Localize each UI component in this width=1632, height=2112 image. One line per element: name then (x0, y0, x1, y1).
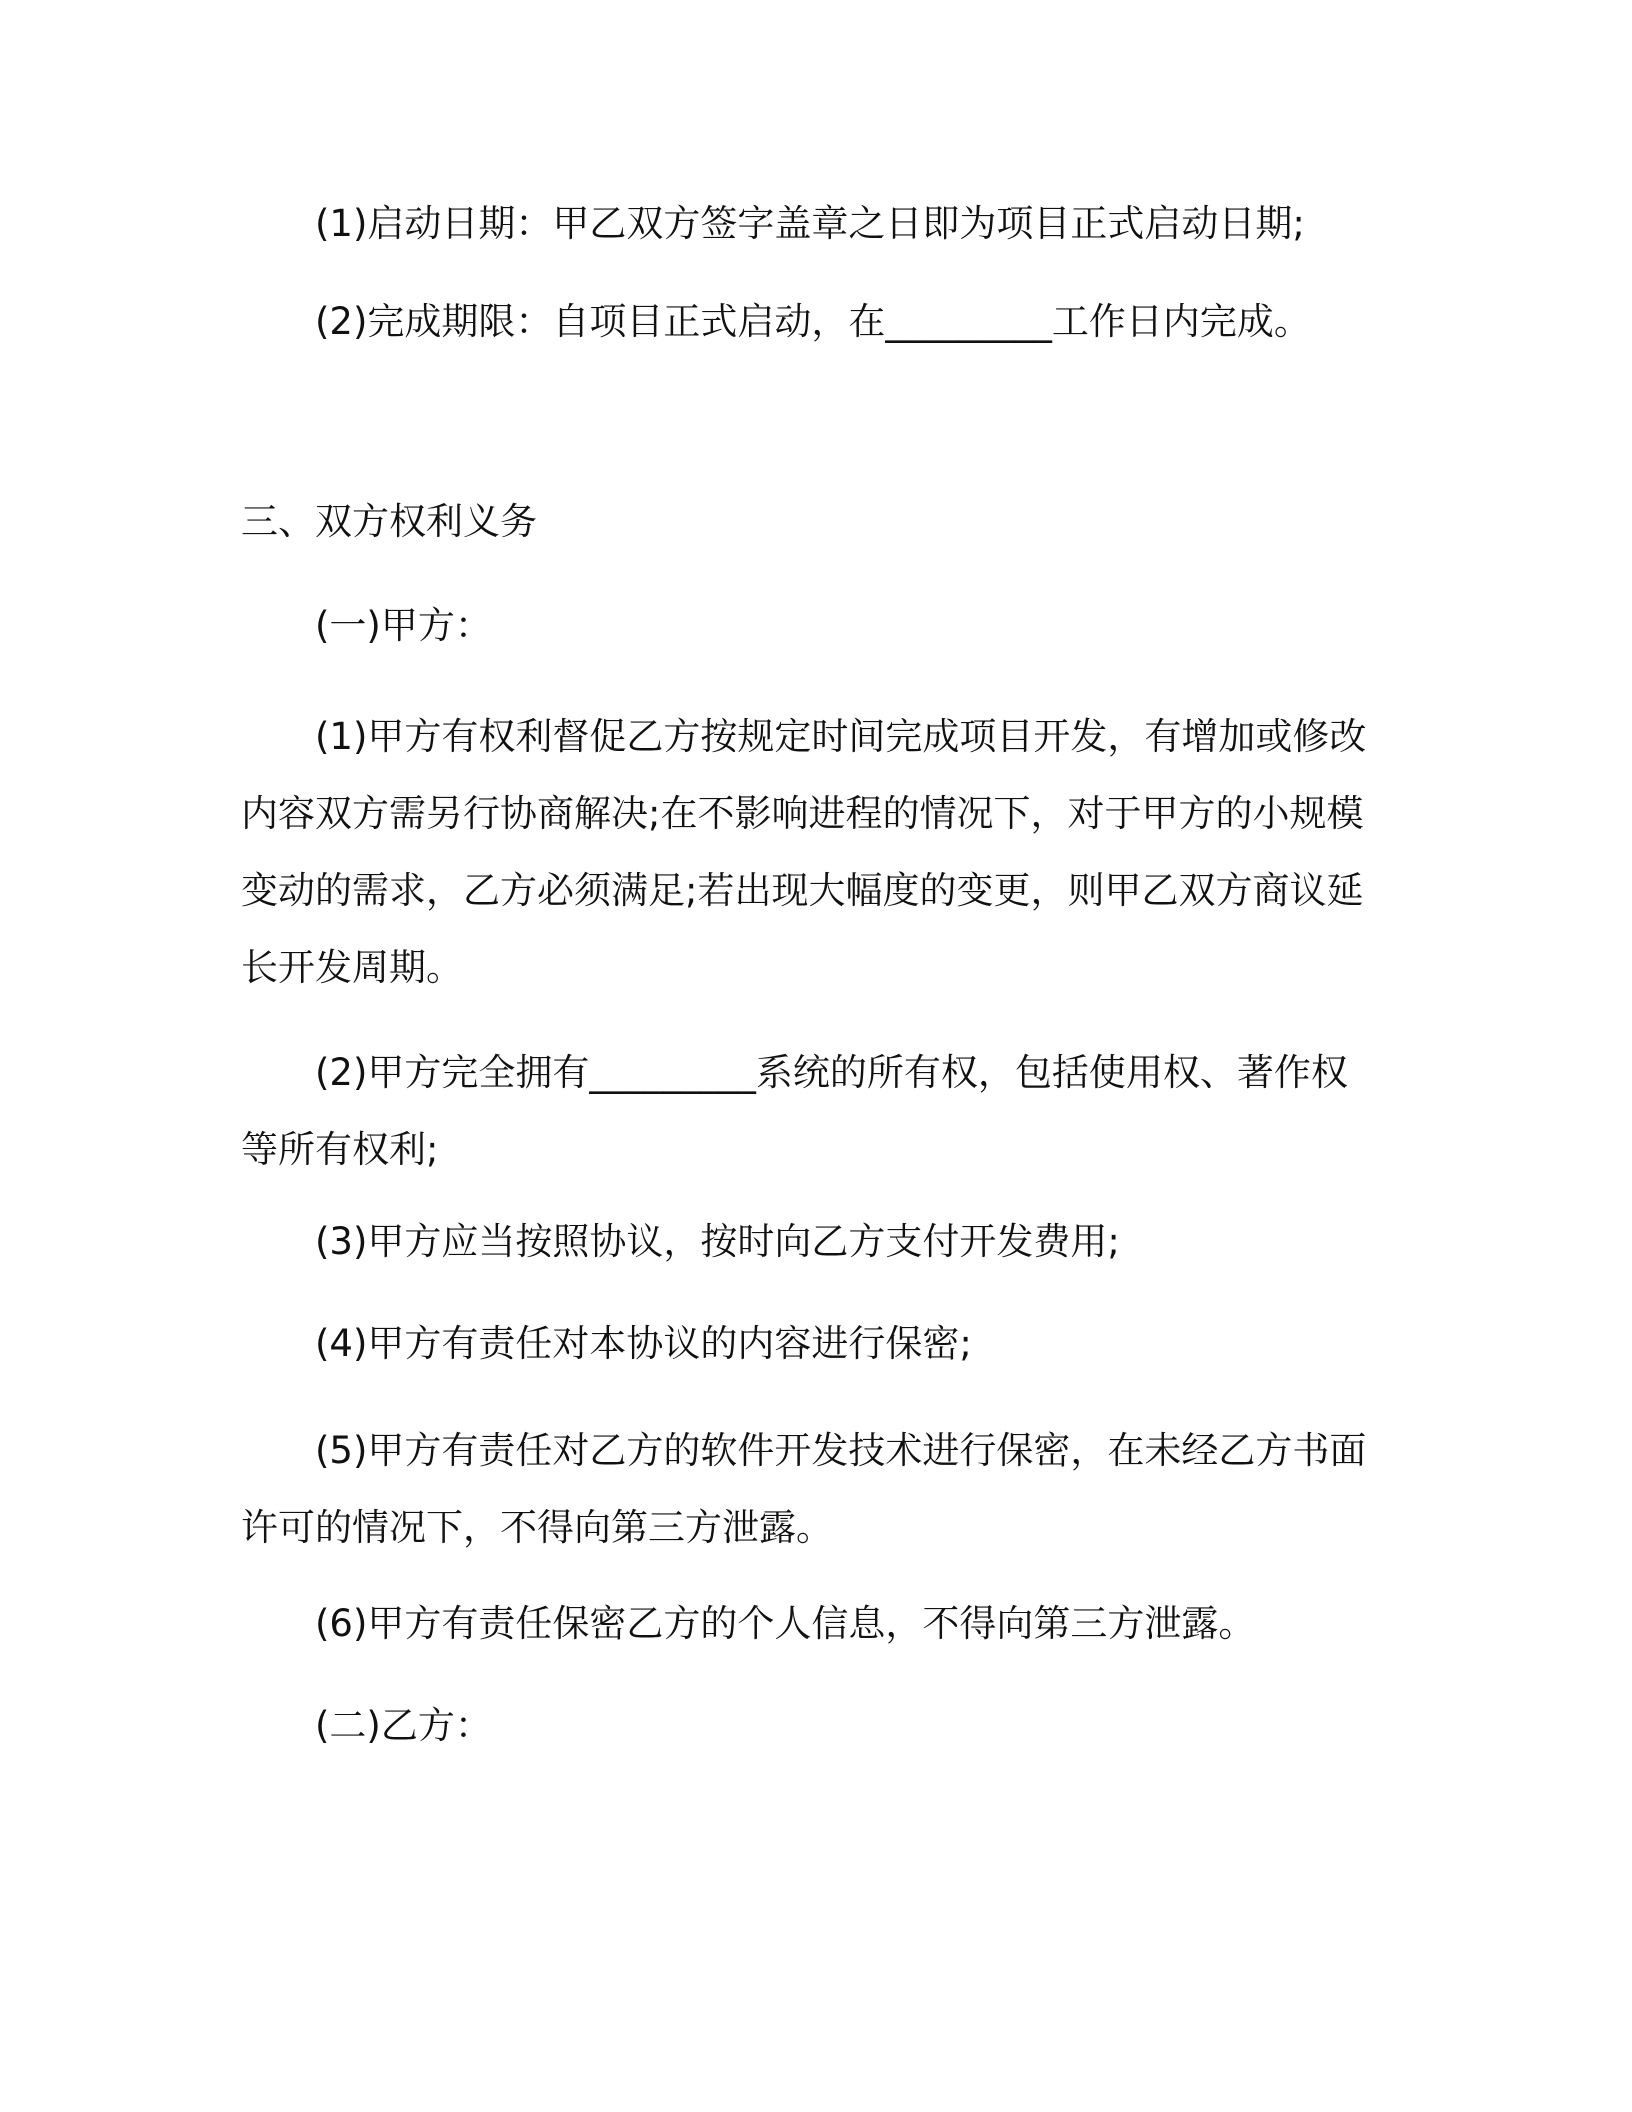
party-a-item-1-text: (1)甲方有权利督促乙方按规定时间完成项目开发，有增加或修改内容双方需另行协商解决;在不影响进程的情况下，对于甲方的小规模变动的需求，乙方必须满足;若出现大幅度的变更，则甲乙双方商议延长开发周期。 (241, 715, 1367, 989)
party-a-item-5-text: (5)甲方有责任对乙方的软件开发技术进行保密，在未经乙方书面许可的情况下，不得向第三方泄露。 (241, 1429, 1367, 1549)
party-a-item-6: (6)甲方有责任保密乙方的个人信息，不得向第三方泄露。 (315, 1602, 1256, 1645)
party-a-heading: (一)甲方： (315, 604, 492, 647)
party-a-item-2-text: (2)甲方完全拥有_________系统的所有权，包括使用权、著作权等所有权利; (241, 1051, 1348, 1171)
party-a-item-2 (241, 1034, 1369, 1188)
party-b-heading: (二)乙方： (315, 1704, 492, 1747)
party-a-item-5 (241, 1412, 1369, 1566)
item-deadline: (2)完成期限：自项目正式启动，在_________工作日内完成。 (315, 300, 1311, 343)
item-start-date: (1)启动日期：甲乙双方签字盖章之日即为项目正式启动日期; (315, 202, 1305, 245)
party-a-item-4: (4)甲方有责任对本协议的内容进行保密; (315, 1322, 972, 1365)
party-a-item-3: (3)甲方应当按照协议，按时向乙方支付开发费用; (315, 1220, 1120, 1263)
section-title: 三、双方权利义务 (241, 500, 537, 543)
party-a-item-1 (241, 698, 1369, 1006)
